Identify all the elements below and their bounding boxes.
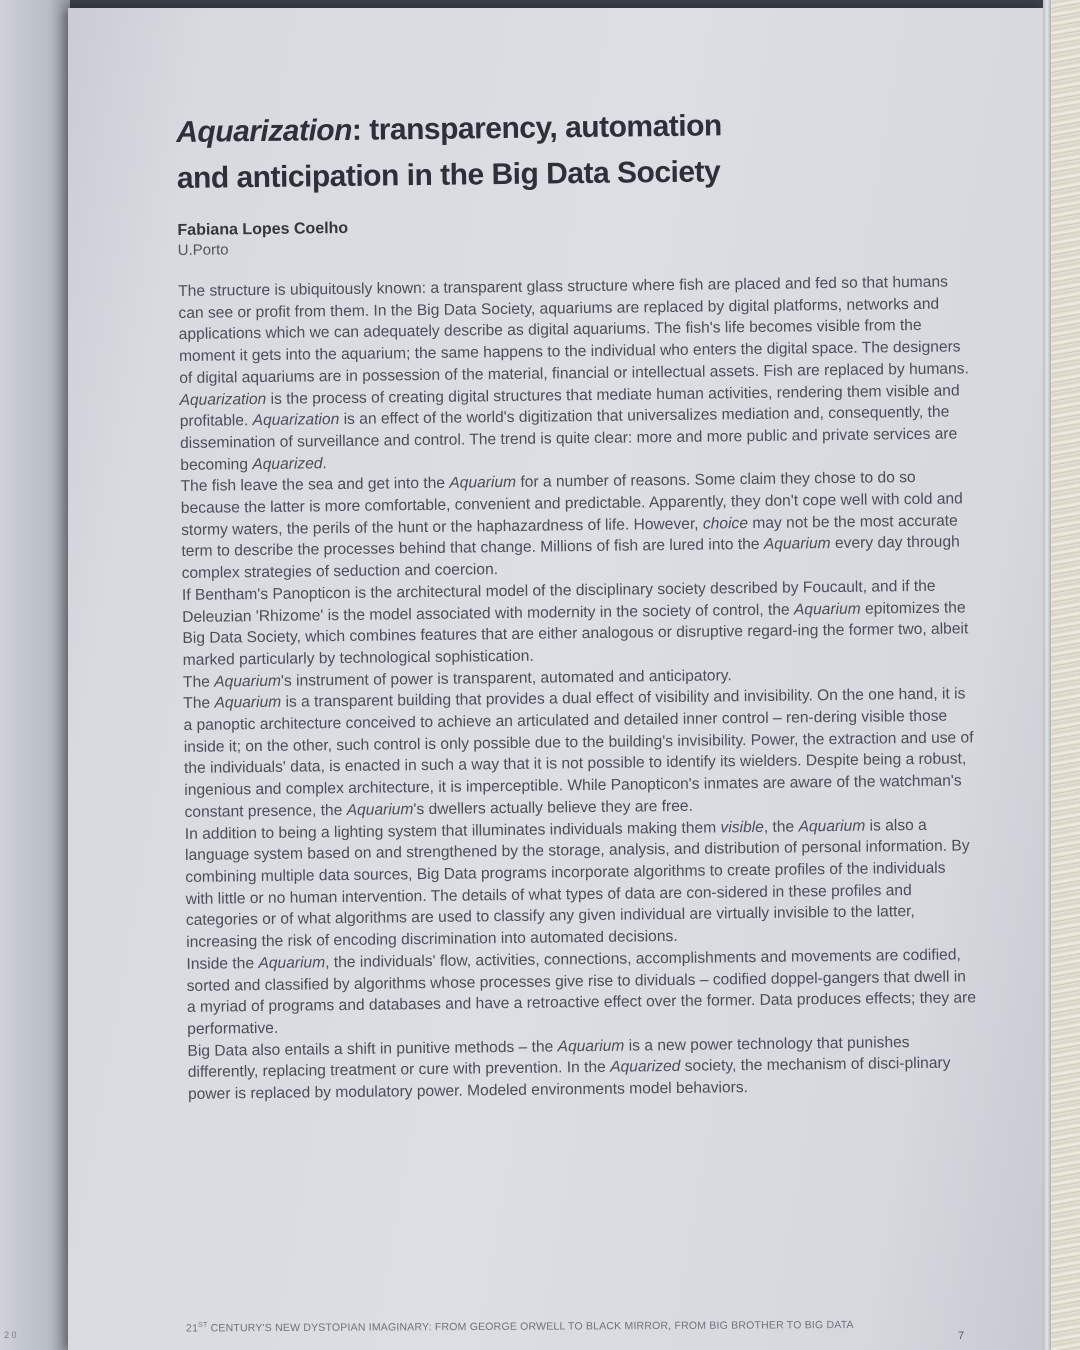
italic-term: choice [702, 514, 749, 533]
text-run: The structure is ubiquitously known: a transparent glass structure where fish are placed and fed so that humans can see or profit from them. In the Big Data Society, aquariums are replaced by digital platforms, networks and applications which we can adequately describe as digital aquariums. The fish's life becomes visible from the moment it gets into the aquarium; the same happens to the individual who enters the digital space. The designers of digital aquariums are in possession of the material, financial or intellectual assets. Fish are replaced by humans. [178, 273, 969, 387]
text-run: is also a language system based on and strengthened by the storage, analysis, and distribution of personal information. By combining multiple data sources, Big Data programs incorporate algorithms to create profiles of the individuals with little or no human intervention. The details of what types of data are con-sidered in these profiles and categories or of what algorithms are used to classify any given individual are virtually invisible to the latter, increasing the risk of encoding discrimination into automated decisions. [185, 816, 970, 952]
text-run: may not be the most accurate term to describe the processes behind that change. Millions of fish are lured into the [181, 512, 958, 561]
author-name: Fabiana Lopes Coelho [177, 219, 349, 239]
previous-page-number: 2 0 [4, 1330, 17, 1340]
footer-ordinal: 21 [186, 1322, 199, 1335]
body-paragraph [186, 944, 977, 1040]
page-stack-edge [1043, 0, 1051, 1350]
text-run: , the individuals' flow, activities, connections, accomplishments and movements are codified, sorted and classified by algorithms whose processes give rise to dividuals – codified doppel-gangers that dwell in a myriad of programs and databases and have a retroactive effect over the former. Data produces effects; they are performative. [186, 946, 977, 1038]
text-run: The fish leave the sea and get into the [180, 475, 450, 496]
article-body [178, 271, 978, 1105]
text-run: epitomizes the Big Data Society, which combines features that are either analogous or disruptive regard-ing the former two, albeit marked particularly by technological sophistication. [182, 598, 969, 669]
italic-term: Aquarium [258, 954, 326, 972]
body-paragraph [183, 684, 975, 824]
text-run: society, the mechanism of disci-plinary power is replaced by modulatory power. Modeled environments model behaviors. [187, 1054, 951, 1103]
footer-text: CENTURY'S NEW DYSTOPIAN IMAGINARY: FROM GEORGE ORWELL TO BLACK MIRROR, FROM BIG BROTHER TO BIG DATA [207, 1319, 854, 1335]
article-title [176, 103, 737, 202]
table-surface [1051, 0, 1080, 1350]
italic-term: Aquarium [214, 694, 282, 712]
text-run: is a transparent building that provides a dual effect of visibility and invisibility. On the one hand, it is a panoptic architecture conceived to achieve an articulated and detailed inner control – ren-dering visible those inside it; on the other, such control is only possible due to the building's invisibility. Power, the extraction and use of the individuals' data, is enacted in such a way that it is not possible to identify its wielders. Despite being a robust, ingenious and complex architecture, it is imperceptible. While Panopticon's inmates are aware of the watchman's constant presence, the [183, 685, 974, 821]
title-rest: : transparency, automation and anticipation in the Big Data Society [176, 109, 722, 195]
text-run: If Bentham's Panopticon is the architectural model of the disciplinary society described by Foucault, and if the Deleuzian 'Rhizome' is the model associated with modernity in the society of control, the [181, 577, 936, 626]
text-run: , the [763, 818, 799, 836]
text-run: is an effect of the world's digitization that universalizes mediation and, consequently, the dissemination of surveillance and control. The trend is quite clear: more and more public and private services are becoming [179, 403, 958, 474]
author-affiliation: U.Porto [177, 241, 229, 259]
title-italic-term: Aquarization [176, 113, 353, 149]
italic-term: Aquarization [179, 390, 267, 409]
page-number: 7 [958, 1330, 965, 1342]
italic-term: Aquarium [346, 801, 414, 819]
text-run: for a number of reasons. Some claim they chose to do so because the latter is more comfortable, convenient and predictable. Apparently, they don't cope well with cold and stormy waters, the perils of the hunt or the haphazardness of life. However, [180, 469, 963, 539]
text-run: Big Data also entails a shift in punitive methods – the [187, 1038, 558, 1060]
italic-term: visible [720, 818, 764, 836]
text-run: In addition to being a lighting system that illuminates individuals making them [184, 818, 721, 843]
body-paragraph [185, 814, 977, 954]
footer-ordinal-suffix: ST [198, 1321, 208, 1329]
italic-term: Aquarium [214, 672, 282, 691]
text-run: Inside the [186, 954, 259, 973]
article [176, 100, 978, 1105]
text-run: 's dwellers actually believe they are free. [413, 797, 693, 819]
italic-term: Aquarized [252, 454, 323, 473]
italic-term: Aquarium [449, 474, 517, 493]
italic-term: Aquarized [610, 1058, 681, 1077]
text-run: . [322, 454, 327, 472]
body-paragraph [179, 380, 970, 476]
body-paragraph [180, 467, 971, 585]
italic-term: Aquarium [557, 1037, 625, 1056]
body-paragraph [187, 1031, 978, 1106]
text-run: 's instrument of power is transparent, automated and anticipatory. [280, 666, 732, 690]
previous-page-edge [0, 0, 70, 1350]
text-run: is a new power technology that punishes differently, replacing treatment or cure with prevention. In the [187, 1033, 910, 1082]
italic-term: Aquarium [763, 535, 831, 554]
text-run: The [183, 694, 215, 713]
text-run: is the process of creating digital structures that mediate human activities, rendering them visible and profitable. [179, 381, 960, 431]
italic-term: Aquarization [252, 411, 340, 430]
body-paragraph [178, 271, 969, 389]
text-run: every day through complex strategies of seduction and coercion. [181, 533, 960, 583]
italic-term: Aquarium [793, 600, 861, 619]
italic-term: Aquarium [798, 817, 866, 836]
body-paragraph [182, 575, 973, 671]
text-run: The [182, 673, 215, 691]
